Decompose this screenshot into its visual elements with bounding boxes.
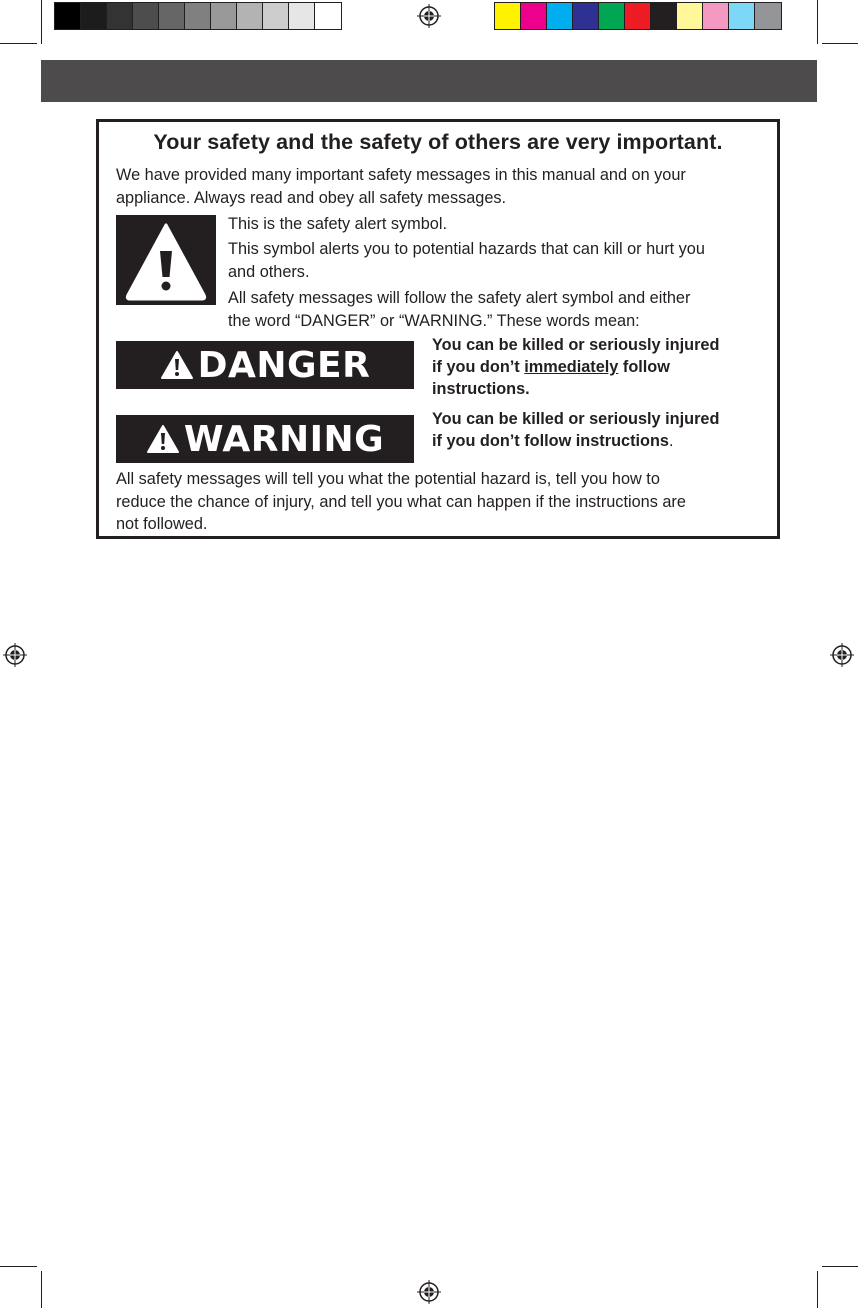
crop-mark-bottom-left-v <box>41 1271 42 1308</box>
safety-title: Your safety and the safety of others are very important. <box>153 130 723 154</box>
color-swatch <box>133 3 159 29</box>
warning-meaning: You can be killed or seriously injured if you don’t follow instructions. <box>432 410 720 450</box>
color-swatch <box>159 3 185 29</box>
color-swatch <box>521 3 547 29</box>
color-swatch <box>81 3 107 29</box>
color-swatch <box>315 3 341 29</box>
crop-mark-top-left-v <box>41 0 42 44</box>
crop-mark-top-right-h <box>822 43 858 44</box>
crop-mark-top-right-v <box>817 0 818 44</box>
danger-label <box>116 341 414 389</box>
crop-mark-bottom-left-h <box>0 1266 37 1267</box>
intro-text: We have provided many important safety messages in this manual and on your appliance. Always read and obey all safety messages. <box>116 166 686 207</box>
color-swatch <box>107 3 133 29</box>
symbol-description: This is the safety alert symbol. <box>228 215 447 233</box>
color-swatch <box>185 3 211 29</box>
color-swatch <box>289 3 315 29</box>
color-swatch <box>55 3 81 29</box>
header-band <box>41 60 817 102</box>
registration-mark-icon <box>417 1280 441 1304</box>
registration-mark-icon <box>830 643 854 667</box>
outro-text: All safety messages will tell you what the potential hazard is, tell you how to reduce the chance of injury, and tell you what can happen if the instructions are not followed. <box>116 470 686 533</box>
crop-mark-top-left-h <box>0 43 37 44</box>
crop-mark-bottom-right-v <box>817 1271 818 1308</box>
registration-mark-icon <box>417 4 441 28</box>
color-swatch <box>625 3 651 29</box>
color-swatch <box>729 3 755 29</box>
color-swatch <box>573 3 599 29</box>
registration-mark-icon <box>3 643 27 667</box>
alert-triangle-icon <box>160 350 194 380</box>
crop-mark-bottom-right-h <box>822 1266 858 1267</box>
color-swatch <box>237 3 263 29</box>
signal-words-text: All safety messages will follow the safety alert symbol and either the word “DANGER” or “WARNING.” These words mean: <box>228 289 691 330</box>
safety-alert-symbol-icon <box>116 215 216 305</box>
color-swatch <box>211 3 237 29</box>
color-swatch <box>703 3 729 29</box>
color-swatch <box>599 3 625 29</box>
symbol-alert-text: This symbol alerts you to potential hazards that can kill or hurt you and others. <box>228 240 705 281</box>
alert-triangle-icon <box>146 424 180 454</box>
color-swatch <box>651 3 677 29</box>
color-swatch <box>495 3 521 29</box>
grayscale-color-bar <box>54 2 342 30</box>
safety-notice-box <box>96 119 780 539</box>
color-swatch <box>677 3 703 29</box>
danger-meaning: You can be killed or seriously injured if you don’t immediately follow instructions. <box>432 336 720 398</box>
process-color-bar <box>494 2 782 30</box>
warning-word: WARNING <box>183 418 385 460</box>
danger-word: DANGER <box>197 344 371 386</box>
warning-label <box>116 415 414 463</box>
color-swatch <box>547 3 573 29</box>
color-swatch <box>263 3 289 29</box>
color-swatch <box>755 3 781 29</box>
